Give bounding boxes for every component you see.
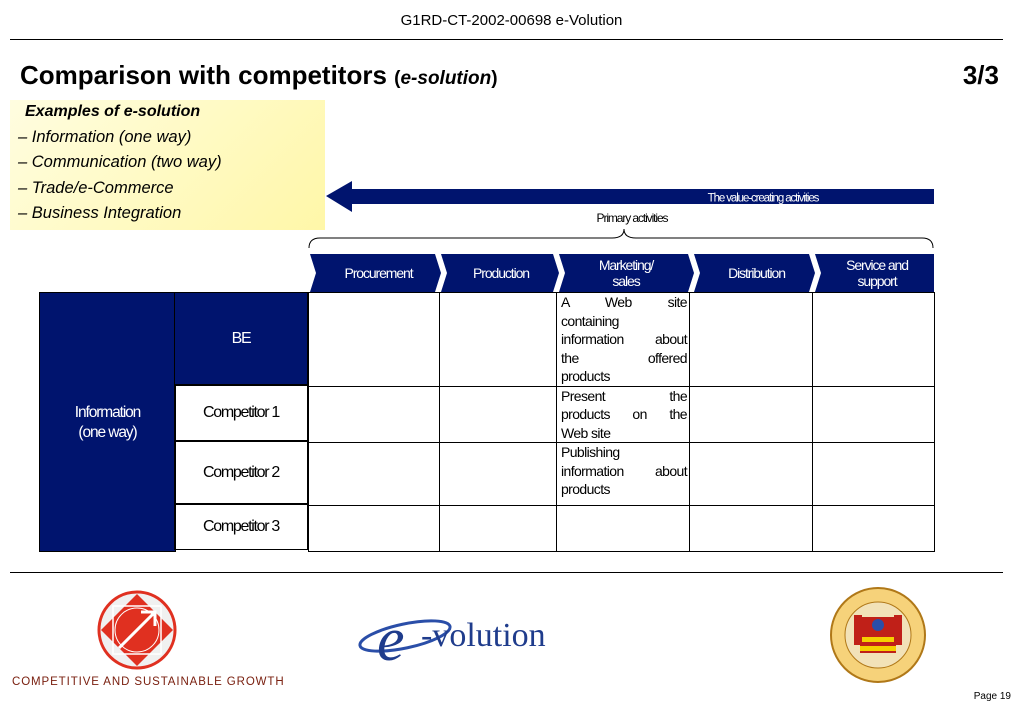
cell-marketing — [557, 506, 690, 552]
row-header-competitor-3: Competitor 3 — [174, 504, 308, 550]
logo-volution: -volution — [421, 617, 546, 654]
cell — [690, 506, 813, 552]
row-header-be: BE — [174, 292, 308, 385]
cell — [813, 506, 935, 552]
cell — [440, 293, 557, 387]
logo-e: e — [377, 606, 405, 674]
table-row — [309, 506, 935, 552]
table-row — [309, 386, 935, 443]
examples-item: – Communication (two way) — [18, 153, 222, 171]
stage-label: Service and support — [846, 257, 908, 289]
growth-caption: COMPETITIVE AND SUSTAINABLE GROWTH — [12, 676, 285, 688]
table-row — [309, 443, 935, 506]
cell — [309, 293, 440, 387]
slide-page-number: 3/3 — [962, 60, 999, 90]
title-paren-open: ( — [394, 68, 401, 89]
growth-logo-icon — [95, 588, 179, 672]
document-header: G1RD-CT-2002-00698 e-Volution — [400, 12, 623, 29]
value-arrow — [326, 181, 934, 212]
cell — [309, 506, 440, 552]
examples-item: – Business Integration — [18, 204, 182, 222]
examples-item: – Trade/e-Commerce — [18, 179, 174, 197]
stage-label: Production — [473, 265, 529, 281]
page-footer-label: Page 19 — [973, 691, 1011, 702]
row-header-competitor-1: Competitor 1 — [174, 385, 308, 441]
cell — [813, 386, 935, 443]
primary-activities-brace — [309, 229, 933, 248]
stage-label: Distribution — [728, 265, 785, 281]
cell — [690, 293, 813, 387]
title-main: Comparison with competitors — [20, 60, 387, 90]
title-italic: e-solution — [400, 68, 492, 89]
cell — [440, 386, 557, 443]
university-seal — [828, 585, 928, 685]
title-paren-close: ) — [491, 68, 498, 89]
cell — [440, 443, 557, 506]
e-volution-logo — [355, 598, 595, 678]
cell — [813, 293, 935, 387]
cell — [690, 386, 813, 443]
examples-heading: Examples of e-solution — [25, 103, 201, 120]
cell-marketing: A Web site containing information about the offered products — [557, 293, 690, 387]
comparison-matrix — [308, 292, 935, 552]
footer-rule — [10, 572, 1003, 573]
row-header-competitor-2: Competitor 2 — [174, 441, 308, 504]
cell — [309, 386, 440, 443]
category-label: Information (one way) — [74, 404, 141, 441]
value-arrow-label: The value-creating activities — [707, 192, 819, 205]
cell-marketing: Publishing information about products — [557, 443, 690, 506]
cell — [813, 443, 935, 506]
examples-item: – Information (one way) — [18, 128, 192, 146]
cell-marketing: Present the products on the Web site — [557, 386, 690, 443]
stage-label: Marketing/ sales — [598, 257, 654, 289]
stage-label: Procurement — [344, 265, 413, 281]
table-row — [309, 293, 935, 387]
cell — [440, 506, 557, 552]
cell — [309, 443, 440, 506]
cell — [690, 443, 813, 506]
brace-label: Primary activities — [596, 211, 668, 225]
